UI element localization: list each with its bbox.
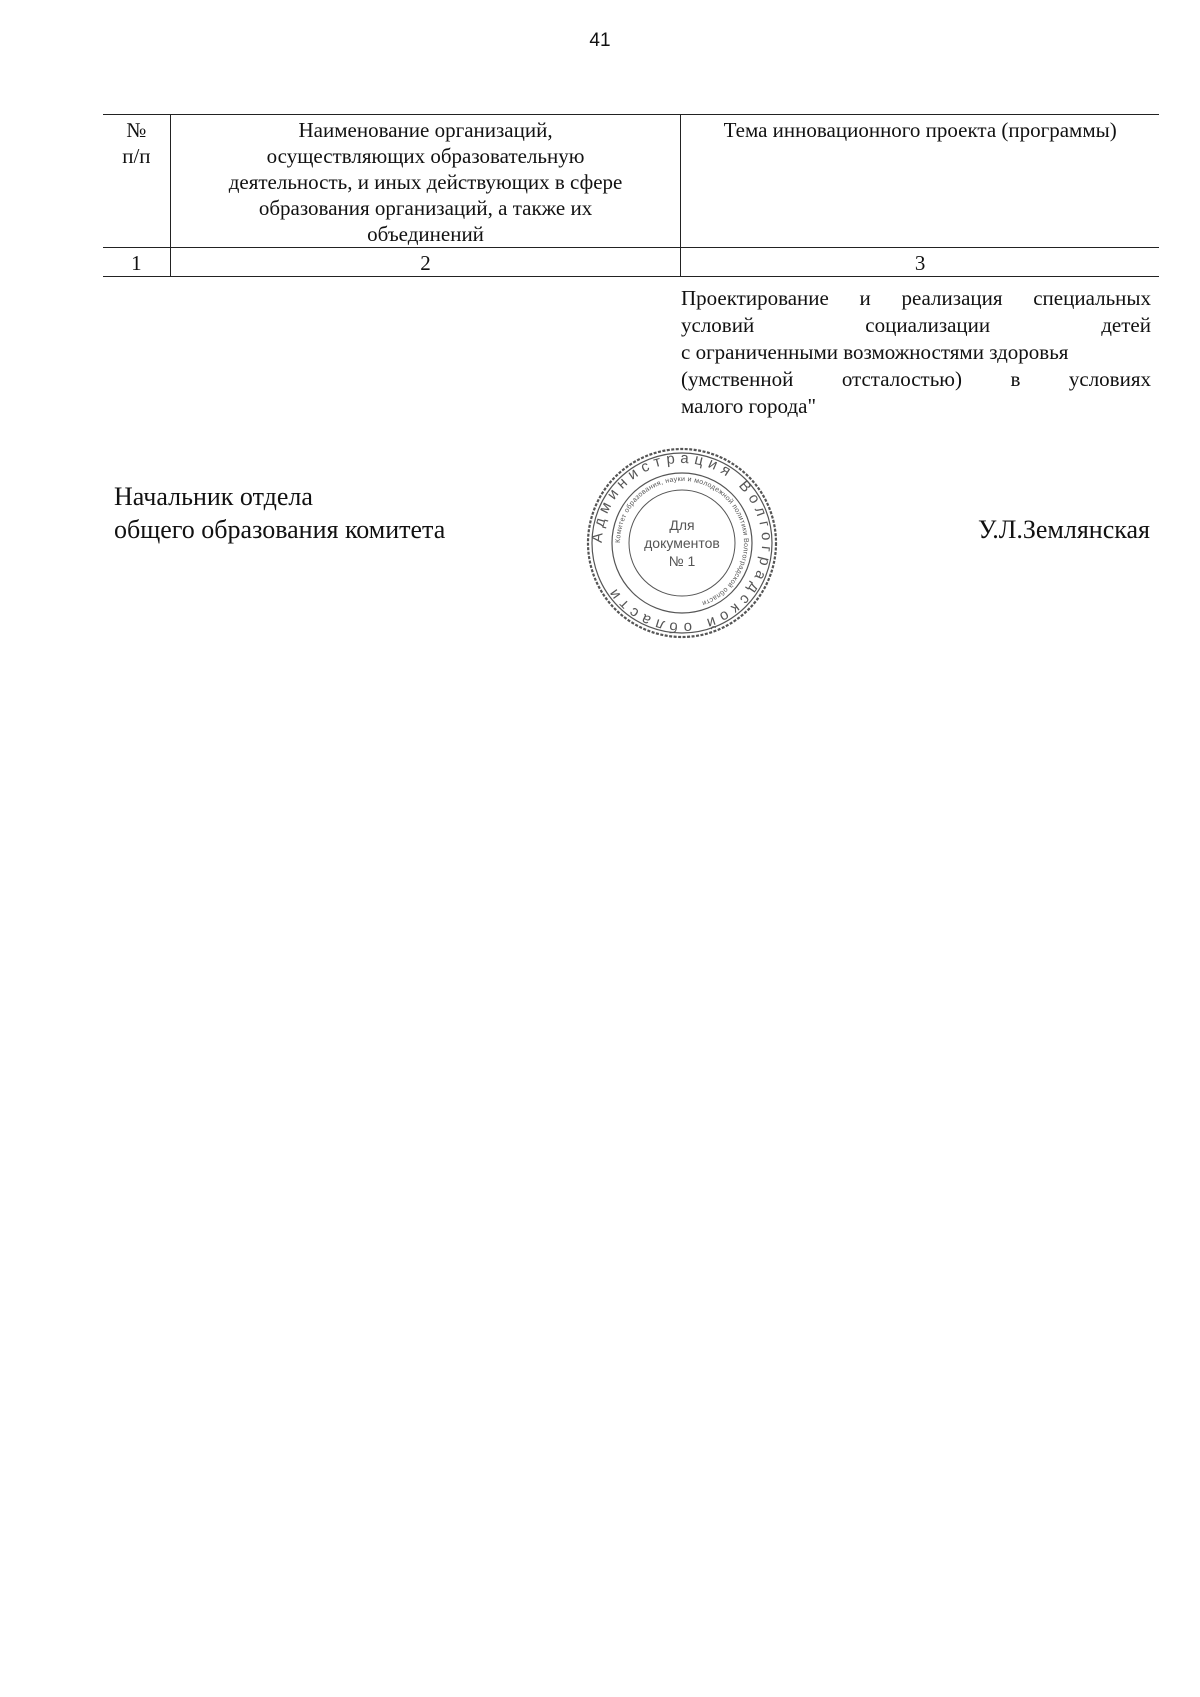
header-number-line: п/п xyxy=(122,144,151,168)
official-seal-stamp xyxy=(585,446,779,640)
header-number-line: № xyxy=(126,118,147,142)
signatory-position-line2: общего образования комитета xyxy=(114,515,446,544)
project-topic-line: (умственной отсталостью) в условиях xyxy=(681,367,1151,391)
stamp-center-line3: № 1 xyxy=(668,553,696,569)
header-number xyxy=(103,115,170,248)
header-project-topic-line: Тема инновационного проекта (программы) xyxy=(723,118,1117,142)
header-organization-line: осуществляющих образовательную xyxy=(266,144,585,168)
stamp-center-line1: Для xyxy=(669,517,695,533)
stamp-inner-text: Комитет образования, науки и молодежной политики Волгоградской области xyxy=(614,475,750,607)
header-organization-line: деятельность, и иных действующих в сфере xyxy=(228,170,623,194)
project-topic-line: с ограниченными возможностями здоровья xyxy=(681,340,1069,364)
header-project-topic xyxy=(681,115,1159,248)
column-number-1: 1 xyxy=(103,248,170,277)
stamp-outer-text: Администрация Волгоградской области xyxy=(588,449,776,637)
project-topic-line: условий социализации детей xyxy=(681,313,1151,337)
table-column-numbers-row xyxy=(103,248,1159,277)
signatory-position-line1: Начальник отдела xyxy=(114,482,313,511)
signatory-position xyxy=(114,480,445,546)
column-number-2: 2 xyxy=(170,248,681,277)
header-organization-line: Наименование организаций, xyxy=(298,118,553,142)
page-number: 41 xyxy=(589,30,611,51)
innovation-projects-table xyxy=(103,114,1159,277)
signatory-name: У.Л.Землянская xyxy=(978,515,1150,544)
table-header-row xyxy=(103,115,1159,248)
column-number-3: 3 xyxy=(681,248,1159,277)
project-topic-line: Проектирование и реализация специальных xyxy=(681,286,1151,310)
project-topic-cell xyxy=(681,285,1151,420)
header-organization-line: образования организаций, а также их xyxy=(258,196,593,220)
header-organization xyxy=(170,115,681,248)
header-organization-line: объединений xyxy=(367,222,484,246)
stamp-center-line2: документов xyxy=(644,535,720,551)
project-topic-line: малого города" xyxy=(681,394,817,418)
